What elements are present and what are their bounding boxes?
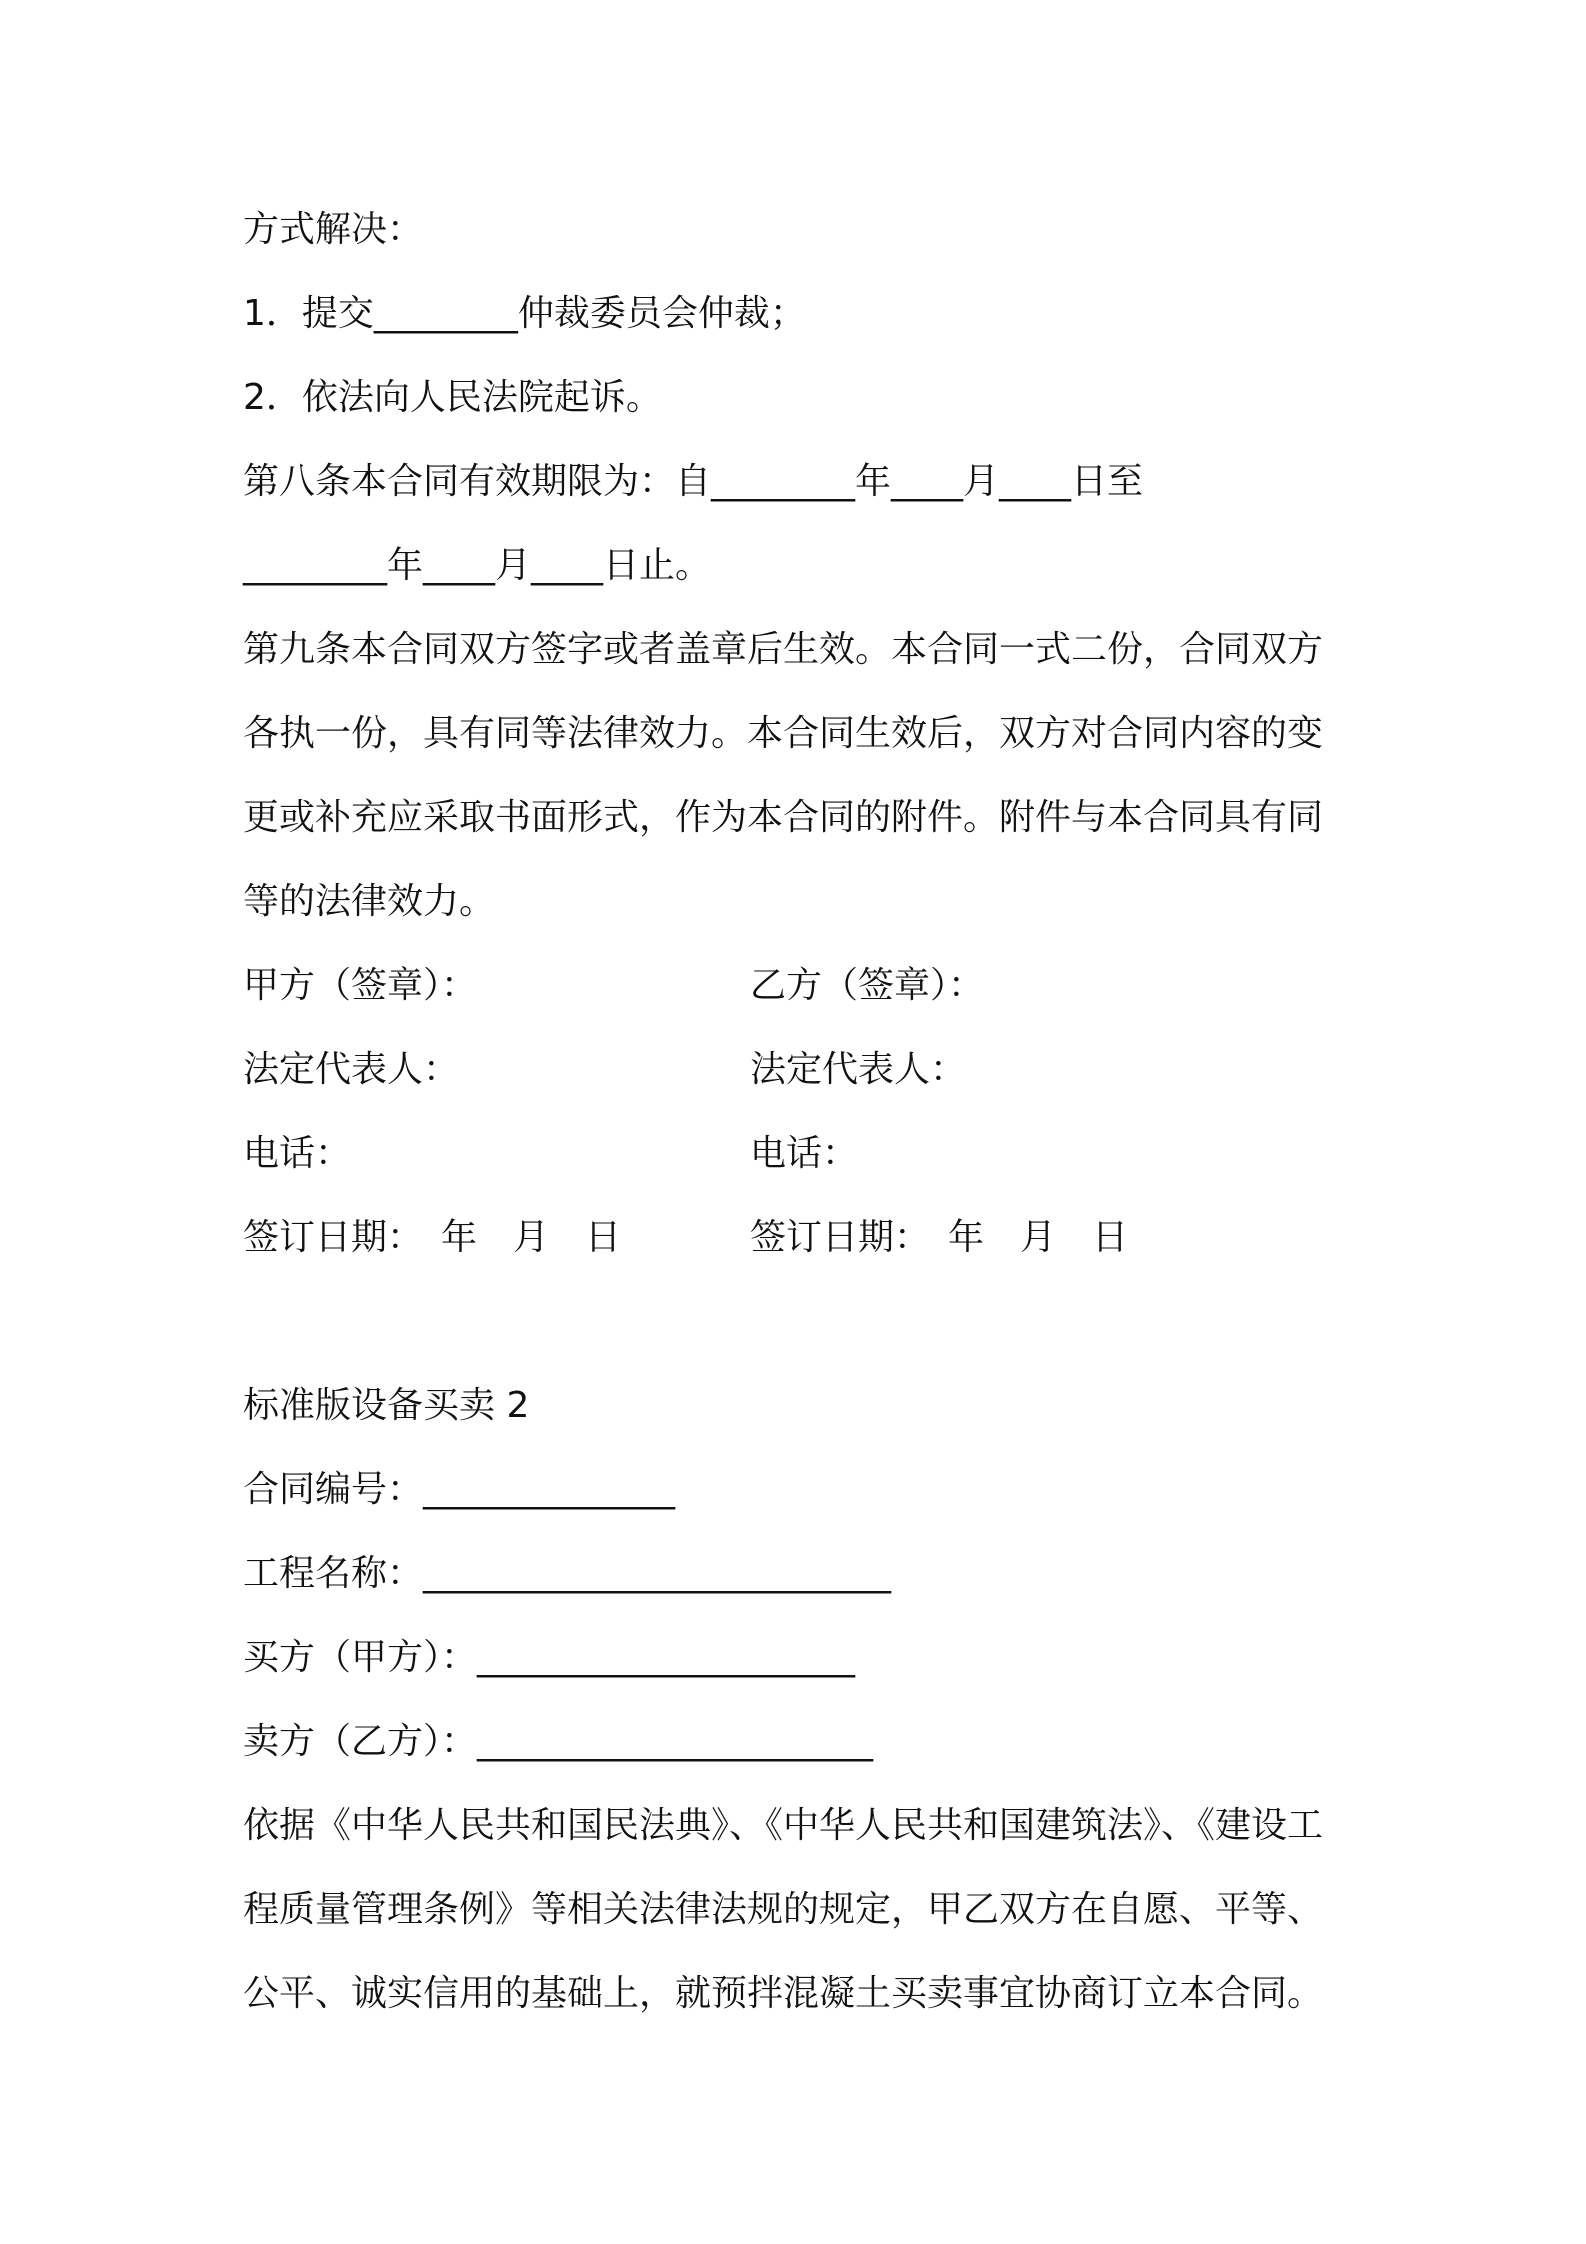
text-line: 2．依法向人民法院起诉。: [243, 377, 662, 418]
party-a-sign-date: 签订日期： 年 月 日: [243, 1217, 622, 1258]
contract-number-field: 合同编号：______________: [243, 1469, 676, 1510]
seller-field: 卖方（乙方）：______________________: [243, 1721, 874, 1762]
text-line: 依据《中华人民共和国民法典》、《中华人民共和国建筑法》、《建设工: [243, 1805, 1324, 1846]
text-line: 更或补充应采取书面形式，作为本合同的附件。附件与本合同具有同: [243, 797, 1324, 838]
party-b-phone: 电话：: [750, 1133, 859, 1174]
party-a-phone: 电话：: [243, 1133, 352, 1174]
text-line: ________年____月____日止。: [243, 545, 712, 586]
text-line: 1．提交________仲裁委员会仲裁；: [243, 293, 806, 334]
buyer-field: 买方（甲方）：_____________________: [243, 1637, 856, 1678]
project-name-field: 工程名称：__________________________: [243, 1553, 892, 1594]
text-line: 方式解决：: [243, 209, 424, 250]
section-title: 标准版设备买卖 2: [243, 1385, 530, 1426]
text-line: 程质量管理条例》等相关法律法规的规定，甲乙双方在自愿、平等、: [243, 1889, 1324, 1930]
party-b-seal: 乙方（签章）：: [750, 965, 985, 1006]
party-b-sign-date: 签订日期： 年 月 日: [750, 1217, 1129, 1258]
text-line: 各执一份，具有同等法律效力。本合同生效后，双方对合同内容的变: [243, 713, 1324, 754]
text-line: 等的法律效力。: [243, 881, 496, 922]
party-b-representative: 法定代表人：: [750, 1049, 967, 1090]
text-line: 第八条本合同有效期限为：自________年____月____日至: [243, 461, 1144, 502]
text-line: 第九条本合同双方签字或者盖章后生效。本合同一式二份，合同双方: [243, 629, 1324, 670]
party-a-representative: 法定代表人：: [243, 1049, 460, 1090]
party-a-seal: 甲方（签章）：: [243, 965, 478, 1006]
text-line: 公平、诚实信用的基础上，就预拌混凝土买卖事宜协商订立本合同。: [243, 1973, 1324, 2014]
